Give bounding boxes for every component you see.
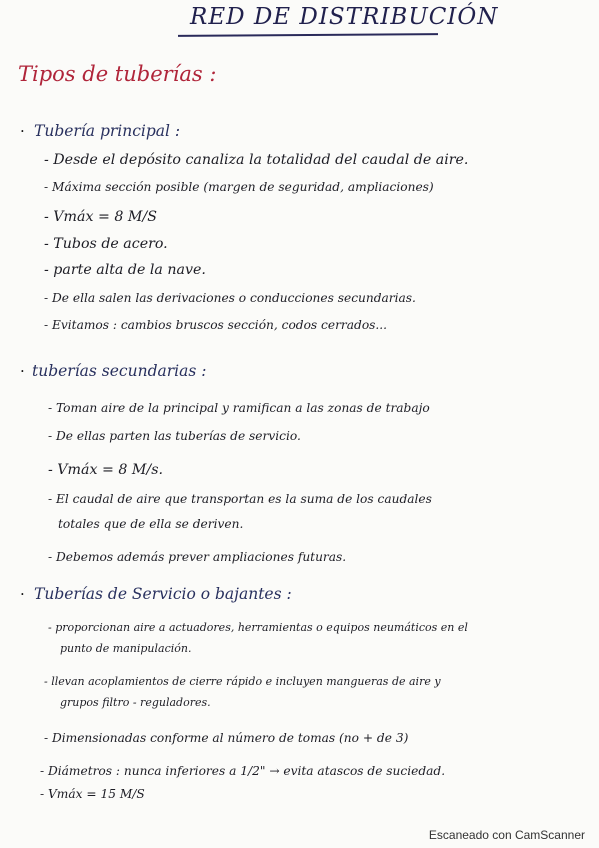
text-line: - Desde el depósito canaliza la totalidad del caudal de aire. xyxy=(44,152,469,168)
section-heading-service-pipes: Tuberías de Servicio o bajantes : xyxy=(34,585,292,603)
text-line: - De ella salen las derivaciones o conducciones secundarias. xyxy=(44,291,416,305)
text-line: punto de manipulación. xyxy=(60,642,192,655)
text-line: - Tubos de acero. xyxy=(44,236,168,252)
page-title: RED DE DISTRIBUCIÓN xyxy=(190,4,499,30)
text-line: - llevan acoplamientos de cierre rápido e incluyen mangueras de aire y xyxy=(44,675,441,688)
scanner-watermark: Escaneado con CamScanner xyxy=(428,828,585,842)
text-line: - Toman aire de la principal y ramifican a las zonas de trabajo xyxy=(48,401,430,415)
bullet-dot: · xyxy=(20,362,25,380)
section-heading-secondary-pipes: tuberías secundarias : xyxy=(32,362,207,380)
section-heading-main-pipe: Tubería principal : xyxy=(34,122,181,140)
text-line: - Vmáx = 8 M/S xyxy=(44,209,157,225)
text-line: - parte alta de la nave. xyxy=(44,262,206,278)
text-line: - Dimensionadas conforme al número de tomas (no + de 3) xyxy=(44,731,409,745)
text-line: - Debemos además prever ampliaciones futuras. xyxy=(48,550,347,564)
text-line: grupos filtro - reguladores. xyxy=(60,696,211,709)
text-line: - De ellas parten las tuberías de servicio. xyxy=(48,429,301,443)
section-subtitle: Tipos de tuberías : xyxy=(18,62,217,86)
text-line: - Vmáx = 8 M/s. xyxy=(48,462,164,478)
text-line: - Evitamos : cambios bruscos sección, codos cerrados... xyxy=(44,318,388,332)
text-line: - proporcionan aire a actuadores, herramientas o equipos neumáticos en el xyxy=(48,621,468,634)
text-line: - Diámetros : nunca inferiores a 1/2" → evita atascos de suciedad. xyxy=(40,764,446,778)
text-line: - Vmáx = 15 M/S xyxy=(40,787,145,801)
text-line: - El caudal de aire que transportan es la suma de los caudales xyxy=(48,492,432,506)
bullet-dot: · xyxy=(20,122,25,140)
text-line: totales que de ella se deriven. xyxy=(58,517,244,531)
bullet-dot: · xyxy=(20,585,25,603)
title-underline xyxy=(178,33,438,37)
text-line: - Máxima sección posible (margen de seguridad, ampliaciones) xyxy=(44,180,434,194)
